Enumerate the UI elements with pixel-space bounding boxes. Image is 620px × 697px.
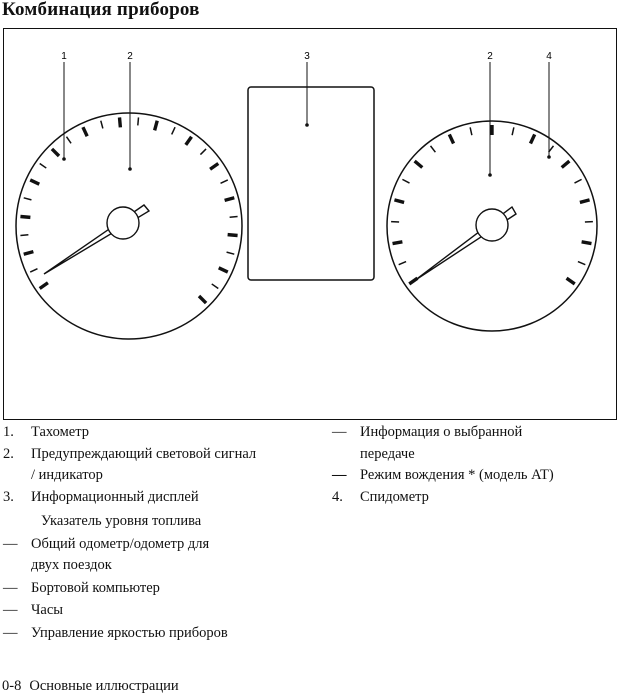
tick-mark	[228, 235, 238, 236]
page-number: 0-8	[2, 678, 22, 694]
instrument-cluster-figure	[3, 28, 617, 420]
tick-mark	[210, 163, 218, 169]
tick-mark	[399, 262, 406, 265]
callout-label-2a: 2	[127, 51, 133, 62]
tick-mark	[200, 149, 206, 155]
callout-1-dot	[62, 157, 66, 161]
callout-4-dot	[547, 155, 551, 159]
tick-mark	[20, 217, 30, 218]
fuel-gauge-line: Указатель уровня топлива	[41, 513, 202, 529]
tick-mark	[155, 121, 158, 131]
tick-mark	[52, 149, 59, 156]
tick-mark	[227, 252, 235, 254]
callout-label-3: 3	[304, 51, 310, 62]
legend-left	[3, 422, 313, 644]
tick-mark	[431, 146, 436, 152]
legend-right	[332, 422, 617, 508]
tick-mark	[470, 127, 472, 135]
tick-mark	[580, 200, 590, 203]
sub-item-odometer: — Общий одометр/одометр для двух поездок	[3, 535, 210, 573]
tick-mark	[138, 117, 139, 125]
tick-mark	[225, 198, 235, 201]
tick-mark	[83, 127, 87, 136]
sub-item-gear-info: — Информация о выбранной передаче	[332, 424, 523, 462]
tick-mark	[567, 278, 575, 284]
callout-label-2b: 2	[487, 51, 493, 62]
speedometer-hub	[476, 209, 508, 241]
tick-mark	[562, 161, 570, 167]
tick-mark	[402, 179, 409, 183]
tick-mark	[219, 268, 228, 272]
tick-mark	[24, 252, 34, 255]
legend-item-2-cont: / индикатор	[31, 467, 103, 483]
tick-mark	[230, 217, 238, 218]
tick-mark	[40, 163, 47, 168]
legend-item-4: 4. Спидометр	[332, 488, 429, 505]
tick-mark	[512, 127, 514, 135]
page-title: Комбинация приборов	[2, 0, 200, 20]
callout-label-4: 4	[546, 51, 552, 62]
tick-mark	[30, 180, 39, 184]
page-footer	[2, 678, 187, 695]
tick-mark	[449, 134, 453, 143]
legend-item-3: 3. Информационный дисплей	[3, 488, 199, 505]
callout-2b-dot	[488, 173, 492, 177]
tick-mark	[221, 180, 228, 183]
tick-mark	[40, 283, 48, 289]
tick-mark	[415, 161, 423, 167]
tick-mark	[172, 127, 175, 134]
sub-item-brightness: — Управление яркостью приборов	[3, 624, 228, 641]
section-name: Основные иллюстрации	[29, 678, 179, 694]
tick-mark	[24, 198, 32, 200]
tick-mark	[120, 117, 121, 127]
tick-mark	[212, 284, 219, 289]
cluster-diagram	[4, 29, 618, 421]
legend-item-1: 1. Тахометр	[3, 424, 89, 440]
tick-mark	[101, 121, 103, 129]
sub-item-clock: — Часы	[3, 602, 64, 618]
tick-mark	[66, 137, 71, 144]
tick-mark	[578, 262, 585, 265]
tick-mark	[186, 137, 192, 145]
tick-mark	[30, 269, 37, 272]
tick-mark	[582, 242, 592, 244]
legend-item-2: 2. Предупреждающий световой сигнал	[3, 445, 257, 462]
tick-mark	[199, 296, 206, 303]
tachometer-hub	[107, 207, 139, 239]
sub-item-trip-computer: — Бортовой компьютер	[3, 579, 160, 596]
callout-3-dot	[305, 123, 309, 127]
tick-mark	[20, 235, 28, 236]
tick-mark	[394, 200, 404, 203]
callout-2a-dot	[128, 167, 132, 171]
sub-item-drive-mode: — Режим вождения * (модель AT)	[332, 467, 554, 483]
callout-label-1: 1	[61, 51, 67, 62]
tick-mark	[574, 179, 581, 183]
tick-mark	[393, 242, 403, 244]
information-display	[248, 87, 374, 280]
tick-mark	[530, 134, 534, 143]
